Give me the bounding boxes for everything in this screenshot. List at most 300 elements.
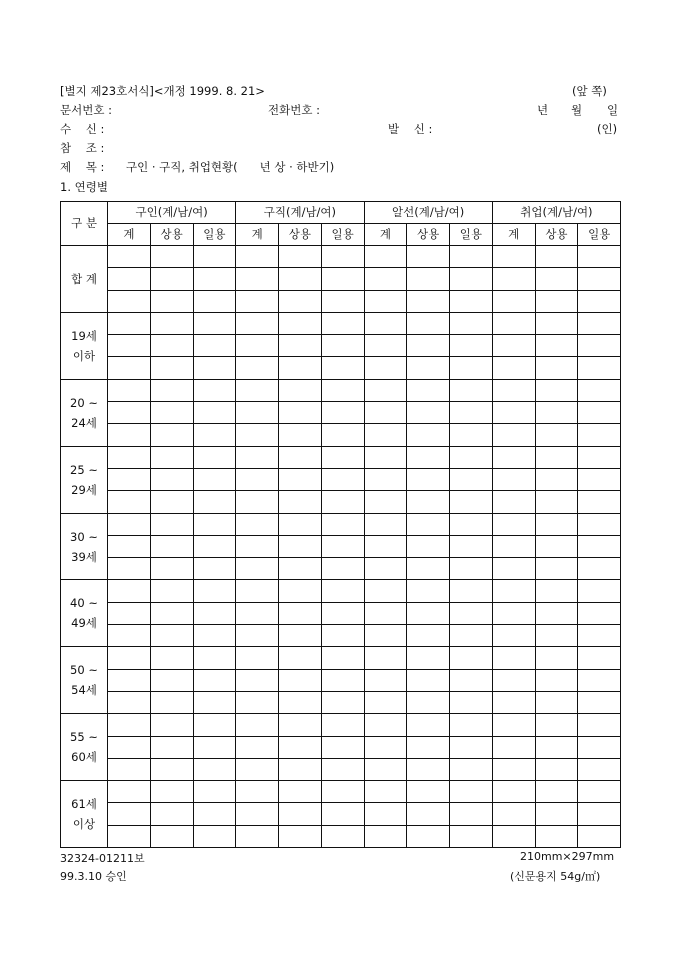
data-cell[interactable]: [193, 691, 236, 713]
data-cell[interactable]: [535, 268, 578, 290]
data-cell[interactable]: [236, 424, 279, 446]
data-cell[interactable]: [450, 446, 493, 468]
data-cell[interactable]: [535, 379, 578, 401]
data-cell[interactable]: [150, 803, 193, 825]
data-cell[interactable]: [150, 825, 193, 847]
data-cell[interactable]: [193, 580, 236, 602]
data-cell[interactable]: [236, 513, 279, 535]
data-cell[interactable]: [108, 647, 151, 669]
data-cell[interactable]: [150, 513, 193, 535]
data-cell[interactable]: [492, 669, 535, 691]
data-cell[interactable]: [150, 669, 193, 691]
data-cell[interactable]: [108, 424, 151, 446]
data-cell[interactable]: [236, 736, 279, 758]
data-cell[interactable]: [364, 424, 407, 446]
data-cell[interactable]: [150, 736, 193, 758]
data-cell[interactable]: [150, 335, 193, 357]
data-cell[interactable]: [321, 825, 364, 847]
data-cell[interactable]: [450, 290, 493, 312]
data-cell[interactable]: [492, 446, 535, 468]
data-cell[interactable]: [492, 268, 535, 290]
data-cell[interactable]: [364, 268, 407, 290]
data-cell[interactable]: [407, 691, 450, 713]
data-cell[interactable]: [193, 535, 236, 557]
data-cell[interactable]: [321, 669, 364, 691]
data-cell[interactable]: [450, 491, 493, 513]
data-cell[interactable]: [407, 491, 450, 513]
data-cell[interactable]: [492, 825, 535, 847]
data-cell[interactable]: [578, 714, 621, 736]
data-cell[interactable]: [108, 402, 151, 424]
data-cell[interactable]: [108, 446, 151, 468]
data-cell[interactable]: [578, 535, 621, 557]
data-cell[interactable]: [193, 625, 236, 647]
data-cell[interactable]: [535, 803, 578, 825]
data-cell[interactable]: [279, 402, 322, 424]
data-cell[interactable]: [321, 468, 364, 490]
data-cell[interactable]: [279, 312, 322, 334]
data-cell[interactable]: [578, 669, 621, 691]
data-cell[interactable]: [535, 714, 578, 736]
data-cell[interactable]: [193, 669, 236, 691]
data-cell[interactable]: [108, 758, 151, 780]
data-cell[interactable]: [407, 246, 450, 268]
data-cell[interactable]: [108, 602, 151, 624]
data-cell[interactable]: [535, 736, 578, 758]
data-cell[interactable]: [279, 781, 322, 803]
data-cell[interactable]: [108, 691, 151, 713]
data-cell[interactable]: [193, 758, 236, 780]
data-cell[interactable]: [535, 446, 578, 468]
data-cell[interactable]: [364, 625, 407, 647]
data-cell[interactable]: [578, 602, 621, 624]
data-cell[interactable]: [578, 446, 621, 468]
data-cell[interactable]: [450, 513, 493, 535]
data-cell[interactable]: [108, 335, 151, 357]
data-cell[interactable]: [407, 736, 450, 758]
data-cell[interactable]: [108, 535, 151, 557]
data-cell[interactable]: [492, 491, 535, 513]
data-cell[interactable]: [279, 602, 322, 624]
data-cell[interactable]: [236, 357, 279, 379]
data-cell[interactable]: [407, 714, 450, 736]
data-cell[interactable]: [193, 312, 236, 334]
data-cell[interactable]: [492, 625, 535, 647]
data-cell[interactable]: [364, 312, 407, 334]
data-cell[interactable]: [492, 647, 535, 669]
data-cell[interactable]: [492, 335, 535, 357]
data-cell[interactable]: [492, 312, 535, 334]
data-cell[interactable]: [193, 357, 236, 379]
data-cell[interactable]: [321, 803, 364, 825]
data-cell[interactable]: [279, 513, 322, 535]
data-cell[interactable]: [193, 246, 236, 268]
data-cell[interactable]: [450, 647, 493, 669]
data-cell[interactable]: [407, 647, 450, 669]
data-cell[interactable]: [108, 558, 151, 580]
data-cell[interactable]: [236, 647, 279, 669]
data-cell[interactable]: [407, 268, 450, 290]
data-cell[interactable]: [535, 357, 578, 379]
data-cell[interactable]: [492, 246, 535, 268]
data-cell[interactable]: [279, 268, 322, 290]
data-cell[interactable]: [578, 803, 621, 825]
data-cell[interactable]: [364, 580, 407, 602]
data-cell[interactable]: [279, 558, 322, 580]
data-cell[interactable]: [407, 379, 450, 401]
data-cell[interactable]: [578, 290, 621, 312]
data-cell[interactable]: [364, 558, 407, 580]
data-cell[interactable]: [321, 290, 364, 312]
data-cell[interactable]: [193, 290, 236, 312]
data-cell[interactable]: [535, 491, 578, 513]
data-cell[interactable]: [407, 669, 450, 691]
data-cell[interactable]: [450, 781, 493, 803]
data-cell[interactable]: [492, 468, 535, 490]
data-cell[interactable]: [492, 424, 535, 446]
data-cell[interactable]: [407, 424, 450, 446]
data-cell[interactable]: [450, 468, 493, 490]
data-cell[interactable]: [236, 803, 279, 825]
data-cell[interactable]: [150, 714, 193, 736]
data-cell[interactable]: [236, 625, 279, 647]
data-cell[interactable]: [364, 736, 407, 758]
data-cell[interactable]: [535, 580, 578, 602]
data-cell[interactable]: [108, 357, 151, 379]
data-cell[interactable]: [236, 246, 279, 268]
data-cell[interactable]: [535, 513, 578, 535]
data-cell[interactable]: [193, 513, 236, 535]
data-cell[interactable]: [492, 357, 535, 379]
data-cell[interactable]: [150, 312, 193, 334]
data-cell[interactable]: [108, 290, 151, 312]
data-cell[interactable]: [364, 758, 407, 780]
data-cell[interactable]: [364, 446, 407, 468]
data-cell[interactable]: [279, 357, 322, 379]
data-cell[interactable]: [236, 602, 279, 624]
data-cell[interactable]: [535, 647, 578, 669]
data-cell[interactable]: [108, 714, 151, 736]
data-cell[interactable]: [193, 335, 236, 357]
data-cell[interactable]: [236, 580, 279, 602]
data-cell[interactable]: [193, 402, 236, 424]
data-cell[interactable]: [535, 535, 578, 557]
data-cell[interactable]: [193, 424, 236, 446]
data-cell[interactable]: [450, 758, 493, 780]
data-cell[interactable]: [450, 335, 493, 357]
data-cell[interactable]: [321, 357, 364, 379]
data-cell[interactable]: [578, 580, 621, 602]
data-cell[interactable]: [150, 290, 193, 312]
data-cell[interactable]: [535, 335, 578, 357]
data-cell[interactable]: [279, 290, 322, 312]
data-cell[interactable]: [364, 491, 407, 513]
data-cell[interactable]: [535, 625, 578, 647]
data-cell[interactable]: [279, 379, 322, 401]
data-cell[interactable]: [108, 736, 151, 758]
data-cell[interactable]: [321, 446, 364, 468]
data-cell[interactable]: [236, 290, 279, 312]
data-cell[interactable]: [578, 781, 621, 803]
data-cell[interactable]: [492, 781, 535, 803]
data-cell[interactable]: [407, 468, 450, 490]
data-cell[interactable]: [279, 335, 322, 357]
data-cell[interactable]: [535, 468, 578, 490]
data-cell[interactable]: [236, 491, 279, 513]
data-cell[interactable]: [535, 424, 578, 446]
data-cell[interactable]: [236, 379, 279, 401]
data-cell[interactable]: [364, 669, 407, 691]
data-cell[interactable]: [407, 558, 450, 580]
data-cell[interactable]: [492, 402, 535, 424]
data-cell[interactable]: [578, 491, 621, 513]
data-cell[interactable]: [321, 268, 364, 290]
data-cell[interactable]: [492, 580, 535, 602]
data-cell[interactable]: [535, 781, 578, 803]
data-cell[interactable]: [450, 736, 493, 758]
data-cell[interactable]: [364, 825, 407, 847]
data-cell[interactable]: [578, 625, 621, 647]
data-cell[interactable]: [321, 580, 364, 602]
data-cell[interactable]: [321, 335, 364, 357]
data-cell[interactable]: [236, 402, 279, 424]
data-cell[interactable]: [193, 468, 236, 490]
data-cell[interactable]: [193, 736, 236, 758]
data-cell[interactable]: [578, 268, 621, 290]
data-cell[interactable]: [108, 379, 151, 401]
data-cell[interactable]: [279, 714, 322, 736]
data-cell[interactable]: [450, 602, 493, 624]
data-cell[interactable]: [321, 513, 364, 535]
data-cell[interactable]: [236, 335, 279, 357]
data-cell[interactable]: [193, 491, 236, 513]
data-cell[interactable]: [193, 558, 236, 580]
data-cell[interactable]: [407, 290, 450, 312]
data-cell[interactable]: [364, 714, 407, 736]
data-cell[interactable]: [450, 357, 493, 379]
data-cell[interactable]: [150, 246, 193, 268]
data-cell[interactable]: [450, 803, 493, 825]
data-cell[interactable]: [321, 312, 364, 334]
data-cell[interactable]: [364, 647, 407, 669]
data-cell[interactable]: [450, 312, 493, 334]
data-cell[interactable]: [450, 535, 493, 557]
data-cell[interactable]: [450, 402, 493, 424]
data-cell[interactable]: [150, 268, 193, 290]
data-cell[interactable]: [279, 669, 322, 691]
data-cell[interactable]: [492, 290, 535, 312]
data-cell[interactable]: [108, 669, 151, 691]
data-cell[interactable]: [193, 803, 236, 825]
data-cell[interactable]: [108, 580, 151, 602]
data-cell[interactable]: [108, 312, 151, 334]
data-cell[interactable]: [108, 513, 151, 535]
data-cell[interactable]: [321, 424, 364, 446]
data-cell[interactable]: [364, 781, 407, 803]
data-cell[interactable]: [150, 424, 193, 446]
data-cell[interactable]: [450, 691, 493, 713]
data-cell[interactable]: [535, 558, 578, 580]
data-cell[interactable]: [150, 357, 193, 379]
data-cell[interactable]: [450, 714, 493, 736]
data-cell[interactable]: [407, 625, 450, 647]
data-cell[interactable]: [108, 803, 151, 825]
data-cell[interactable]: [193, 647, 236, 669]
data-cell[interactable]: [236, 312, 279, 334]
data-cell[interactable]: [108, 781, 151, 803]
data-cell[interactable]: [279, 491, 322, 513]
data-cell[interactable]: [492, 558, 535, 580]
data-cell[interactable]: [279, 758, 322, 780]
data-cell[interactable]: [279, 691, 322, 713]
data-cell[interactable]: [236, 468, 279, 490]
data-cell[interactable]: [535, 825, 578, 847]
data-cell[interactable]: [578, 335, 621, 357]
data-cell[interactable]: [364, 468, 407, 490]
data-cell[interactable]: [364, 602, 407, 624]
data-cell[interactable]: [321, 647, 364, 669]
data-cell[interactable]: [150, 625, 193, 647]
data-cell[interactable]: [108, 491, 151, 513]
data-cell[interactable]: [407, 825, 450, 847]
data-cell[interactable]: [535, 290, 578, 312]
data-cell[interactable]: [578, 825, 621, 847]
data-cell[interactable]: [321, 491, 364, 513]
data-cell[interactable]: [193, 268, 236, 290]
data-cell[interactable]: [279, 468, 322, 490]
data-cell[interactable]: [535, 312, 578, 334]
data-cell[interactable]: [150, 580, 193, 602]
data-cell[interactable]: [492, 736, 535, 758]
data-cell[interactable]: [492, 714, 535, 736]
data-cell[interactable]: [321, 379, 364, 401]
data-cell[interactable]: [578, 736, 621, 758]
data-cell[interactable]: [364, 535, 407, 557]
data-cell[interactable]: [450, 424, 493, 446]
data-cell[interactable]: [236, 825, 279, 847]
data-cell[interactable]: [236, 268, 279, 290]
data-cell[interactable]: [407, 402, 450, 424]
data-cell[interactable]: [450, 825, 493, 847]
data-cell[interactable]: [450, 625, 493, 647]
data-cell[interactable]: [150, 535, 193, 557]
data-cell[interactable]: [407, 580, 450, 602]
data-cell[interactable]: [578, 513, 621, 535]
data-cell[interactable]: [321, 625, 364, 647]
data-cell[interactable]: [150, 402, 193, 424]
data-cell[interactable]: [407, 312, 450, 334]
data-cell[interactable]: [108, 625, 151, 647]
data-cell[interactable]: [279, 246, 322, 268]
data-cell[interactable]: [535, 402, 578, 424]
data-cell[interactable]: [108, 825, 151, 847]
data-cell[interactable]: [578, 691, 621, 713]
data-cell[interactable]: [279, 625, 322, 647]
data-cell[interactable]: [578, 647, 621, 669]
data-cell[interactable]: [364, 290, 407, 312]
data-cell[interactable]: [279, 535, 322, 557]
data-cell[interactable]: [492, 758, 535, 780]
data-cell[interactable]: [236, 691, 279, 713]
data-cell[interactable]: [364, 803, 407, 825]
data-cell[interactable]: [279, 825, 322, 847]
data-cell[interactable]: [236, 446, 279, 468]
data-cell[interactable]: [150, 491, 193, 513]
data-cell[interactable]: [450, 558, 493, 580]
data-cell[interactable]: [450, 268, 493, 290]
data-cell[interactable]: [321, 781, 364, 803]
data-cell[interactable]: [364, 402, 407, 424]
data-cell[interactable]: [407, 602, 450, 624]
data-cell[interactable]: [193, 781, 236, 803]
data-cell[interactable]: [150, 781, 193, 803]
data-cell[interactable]: [150, 379, 193, 401]
data-cell[interactable]: [236, 714, 279, 736]
data-cell[interactable]: [492, 691, 535, 713]
data-cell[interactable]: [321, 736, 364, 758]
data-cell[interactable]: [150, 446, 193, 468]
data-cell[interactable]: [450, 246, 493, 268]
data-cell[interactable]: [193, 602, 236, 624]
data-cell[interactable]: [535, 758, 578, 780]
data-cell[interactable]: [108, 268, 151, 290]
data-cell[interactable]: [535, 602, 578, 624]
data-cell[interactable]: [407, 335, 450, 357]
data-cell[interactable]: [364, 357, 407, 379]
data-cell[interactable]: [407, 803, 450, 825]
data-cell[interactable]: [407, 535, 450, 557]
data-cell[interactable]: [236, 758, 279, 780]
data-cell[interactable]: [193, 825, 236, 847]
data-cell[interactable]: [492, 535, 535, 557]
data-cell[interactable]: [236, 781, 279, 803]
data-cell[interactable]: [492, 602, 535, 624]
data-cell[interactable]: [193, 714, 236, 736]
data-cell[interactable]: [279, 736, 322, 758]
data-cell[interactable]: [108, 246, 151, 268]
data-cell[interactable]: [578, 379, 621, 401]
data-cell[interactable]: [236, 669, 279, 691]
data-cell[interactable]: [364, 379, 407, 401]
data-cell[interactable]: [321, 558, 364, 580]
data-cell[interactable]: [236, 535, 279, 557]
data-cell[interactable]: [150, 758, 193, 780]
data-cell[interactable]: [407, 446, 450, 468]
data-cell[interactable]: [578, 357, 621, 379]
data-cell[interactable]: [321, 691, 364, 713]
data-cell[interactable]: [578, 468, 621, 490]
data-cell[interactable]: [279, 803, 322, 825]
data-cell[interactable]: [535, 691, 578, 713]
data-cell[interactable]: [535, 669, 578, 691]
data-cell[interactable]: [150, 558, 193, 580]
data-cell[interactable]: [321, 758, 364, 780]
data-cell[interactable]: [364, 691, 407, 713]
data-cell[interactable]: [407, 781, 450, 803]
data-cell[interactable]: [364, 246, 407, 268]
data-cell[interactable]: [321, 714, 364, 736]
data-cell[interactable]: [279, 424, 322, 446]
data-cell[interactable]: [279, 647, 322, 669]
data-cell[interactable]: [321, 535, 364, 557]
data-cell[interactable]: [279, 580, 322, 602]
data-cell[interactable]: [578, 312, 621, 334]
data-cell[interactable]: [450, 580, 493, 602]
data-cell[interactable]: [492, 803, 535, 825]
data-cell[interactable]: [407, 513, 450, 535]
data-cell[interactable]: [321, 246, 364, 268]
data-cell[interactable]: [108, 468, 151, 490]
